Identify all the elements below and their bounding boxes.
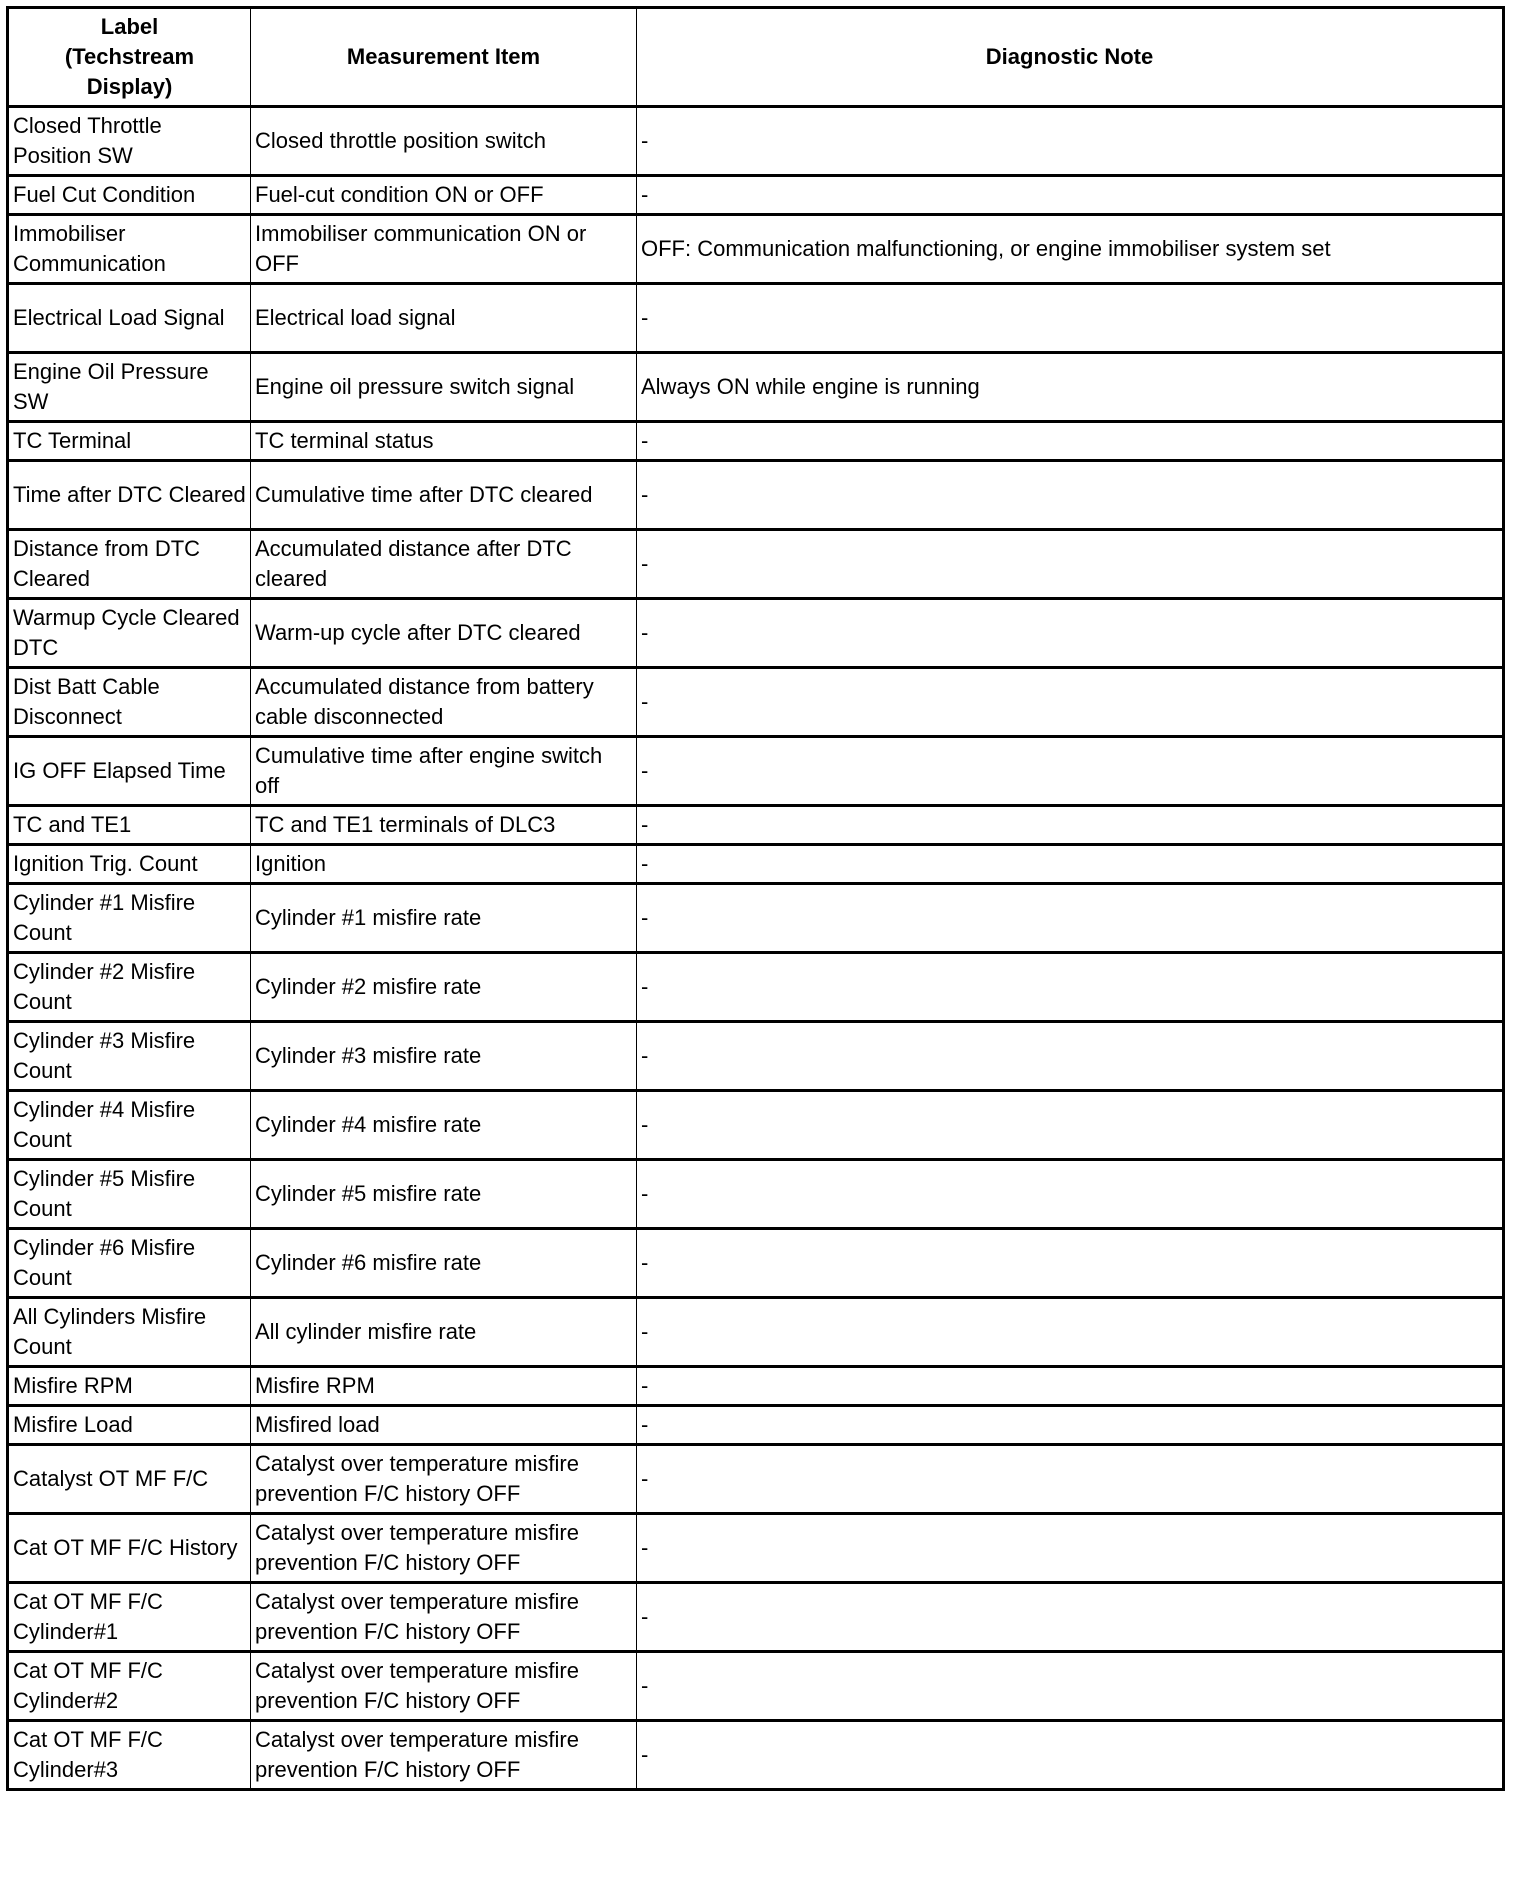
cell-label: Electrical Load Signal (8, 284, 251, 353)
table-row (8, 599, 1504, 668)
cell-note: - (637, 1229, 1504, 1298)
cell-label: Ignition Trig. Count (8, 845, 251, 884)
cell-note: - (637, 737, 1504, 806)
cell-item: Accumulated distance after DTC cleared (251, 530, 637, 599)
cell-item: Electrical load signal (251, 284, 637, 353)
cell-note: - (637, 884, 1504, 953)
cell-note: - (637, 1721, 1504, 1790)
table-row (8, 215, 1504, 284)
table-row (8, 1514, 1504, 1583)
cell-note: - (637, 530, 1504, 599)
table-row (8, 284, 1504, 353)
cell-label: Fuel Cut Condition (8, 176, 251, 215)
cell-item: Cylinder #6 misfire rate (251, 1229, 637, 1298)
cell-label: Cat OT MF F/C History (8, 1514, 251, 1583)
cell-note: - (637, 845, 1504, 884)
table-row (8, 1022, 1504, 1091)
table-row (8, 1406, 1504, 1445)
cell-note: Always ON while engine is running (637, 353, 1504, 422)
cell-note: - (637, 176, 1504, 215)
cell-label: Cylinder #6 Misfire Count (8, 1229, 251, 1298)
cell-label: Catalyst OT MF F/C (8, 1445, 251, 1514)
cell-label: IG OFF Elapsed Time (8, 737, 251, 806)
cell-label: All Cylinders Misfire Count (8, 1298, 251, 1367)
cell-item: Catalyst over temperature misfire prevention F/C history OFF (251, 1721, 637, 1790)
header-diagnostic-note: Diagnostic Note (637, 8, 1504, 107)
table-row (8, 845, 1504, 884)
cell-label: Distance from DTC Cleared (8, 530, 251, 599)
table-row (8, 806, 1504, 845)
table-row (8, 422, 1504, 461)
cell-item: Ignition (251, 845, 637, 884)
cell-label: Time after DTC Cleared (8, 461, 251, 530)
cell-item: Fuel-cut condition ON or OFF (251, 176, 637, 215)
cell-label: TC Terminal (8, 422, 251, 461)
cell-note: - (637, 107, 1504, 176)
cell-note: - (637, 806, 1504, 845)
cell-label: Cat OT MF F/C Cylinder#2 (8, 1652, 251, 1721)
cell-label: Misfire RPM (8, 1367, 251, 1406)
cell-note: - (637, 1652, 1504, 1721)
cell-label: TC and TE1 (8, 806, 251, 845)
cell-note: - (637, 1367, 1504, 1406)
cell-label: Cylinder #2 Misfire Count (8, 953, 251, 1022)
cell-note: - (637, 1160, 1504, 1229)
cell-item: Cylinder #4 misfire rate (251, 1091, 637, 1160)
table-row (8, 1229, 1504, 1298)
cell-label: Immobiliser Communication (8, 215, 251, 284)
cell-item: Closed throttle position switch (251, 107, 637, 176)
cell-item: Cumulative time after DTC cleared (251, 461, 637, 530)
cell-item: Misfire RPM (251, 1367, 637, 1406)
table-row (8, 176, 1504, 215)
cell-item: Immobiliser communication ON or OFF (251, 215, 637, 284)
cell-item: Cylinder #3 misfire rate (251, 1022, 637, 1091)
cell-item: All cylinder misfire rate (251, 1298, 637, 1367)
cell-note: - (637, 1406, 1504, 1445)
header-row (8, 8, 1504, 107)
cell-label: Closed Throttle Position SW (8, 107, 251, 176)
table-row (8, 353, 1504, 422)
cell-note: - (637, 461, 1504, 530)
table-row (8, 1445, 1504, 1514)
table-row (8, 1652, 1504, 1721)
table-row (8, 107, 1504, 176)
cell-item: Warm-up cycle after DTC cleared (251, 599, 637, 668)
cell-note: - (637, 284, 1504, 353)
table-row (8, 737, 1504, 806)
header-label: Label (Techstream Display) (8, 8, 251, 107)
table-row (8, 1298, 1504, 1367)
table-row (8, 1367, 1504, 1406)
cell-item: Cylinder #1 misfire rate (251, 884, 637, 953)
table-row (8, 953, 1504, 1022)
table-row (8, 668, 1504, 737)
cell-note: - (637, 599, 1504, 668)
cell-item: Cylinder #2 misfire rate (251, 953, 637, 1022)
header-measurement-item: Measurement Item (251, 8, 637, 107)
table-row (8, 461, 1504, 530)
cell-label: Warmup Cycle Cleared DTC (8, 599, 251, 668)
cell-label: Cat OT MF F/C Cylinder#3 (8, 1721, 251, 1790)
cell-label: Misfire Load (8, 1406, 251, 1445)
cell-item: TC terminal status (251, 422, 637, 461)
cell-note: - (637, 1298, 1504, 1367)
cell-item: Catalyst over temperature misfire prevention F/C history OFF (251, 1652, 637, 1721)
cell-item: Accumulated distance from battery cable disconnected (251, 668, 637, 737)
table-row (8, 884, 1504, 953)
cell-note: - (637, 1583, 1504, 1652)
cell-item: TC and TE1 terminals of DLC3 (251, 806, 637, 845)
cell-note: - (637, 1022, 1504, 1091)
cell-label: Engine Oil Pressure SW (8, 353, 251, 422)
cell-note: - (637, 1514, 1504, 1583)
cell-label: Cylinder #4 Misfire Count (8, 1091, 251, 1160)
cell-label: Cat OT MF F/C Cylinder#1 (8, 1583, 251, 1652)
table-row (8, 1091, 1504, 1160)
cell-item: Cylinder #5 misfire rate (251, 1160, 637, 1229)
cell-label: Cylinder #3 Misfire Count (8, 1022, 251, 1091)
cell-item: Misfired load (251, 1406, 637, 1445)
cell-note: - (637, 668, 1504, 737)
cell-item: Catalyst over temperature misfire prevention F/C history OFF (251, 1583, 637, 1652)
cell-note: - (637, 1445, 1504, 1514)
cell-note: - (637, 1091, 1504, 1160)
cell-label: Cylinder #5 Misfire Count (8, 1160, 251, 1229)
table-row (8, 1160, 1504, 1229)
table-row (8, 1721, 1504, 1790)
cell-item: Cumulative time after engine switch off (251, 737, 637, 806)
cell-label: Dist Batt Cable Disconnect (8, 668, 251, 737)
cell-note: OFF: Communication malfunctioning, or engine immobiliser system set (637, 215, 1504, 284)
cell-item: Catalyst over temperature misfire prevention F/C history OFF (251, 1445, 637, 1514)
table-row (8, 530, 1504, 599)
cell-note: - (637, 422, 1504, 461)
cell-note: - (637, 953, 1504, 1022)
data-list-table (6, 6, 1505, 1791)
cell-item: Engine oil pressure switch signal (251, 353, 637, 422)
table-row (8, 1583, 1504, 1652)
cell-label: Cylinder #1 Misfire Count (8, 884, 251, 953)
cell-item: Catalyst over temperature misfire prevention F/C history OFF (251, 1514, 637, 1583)
